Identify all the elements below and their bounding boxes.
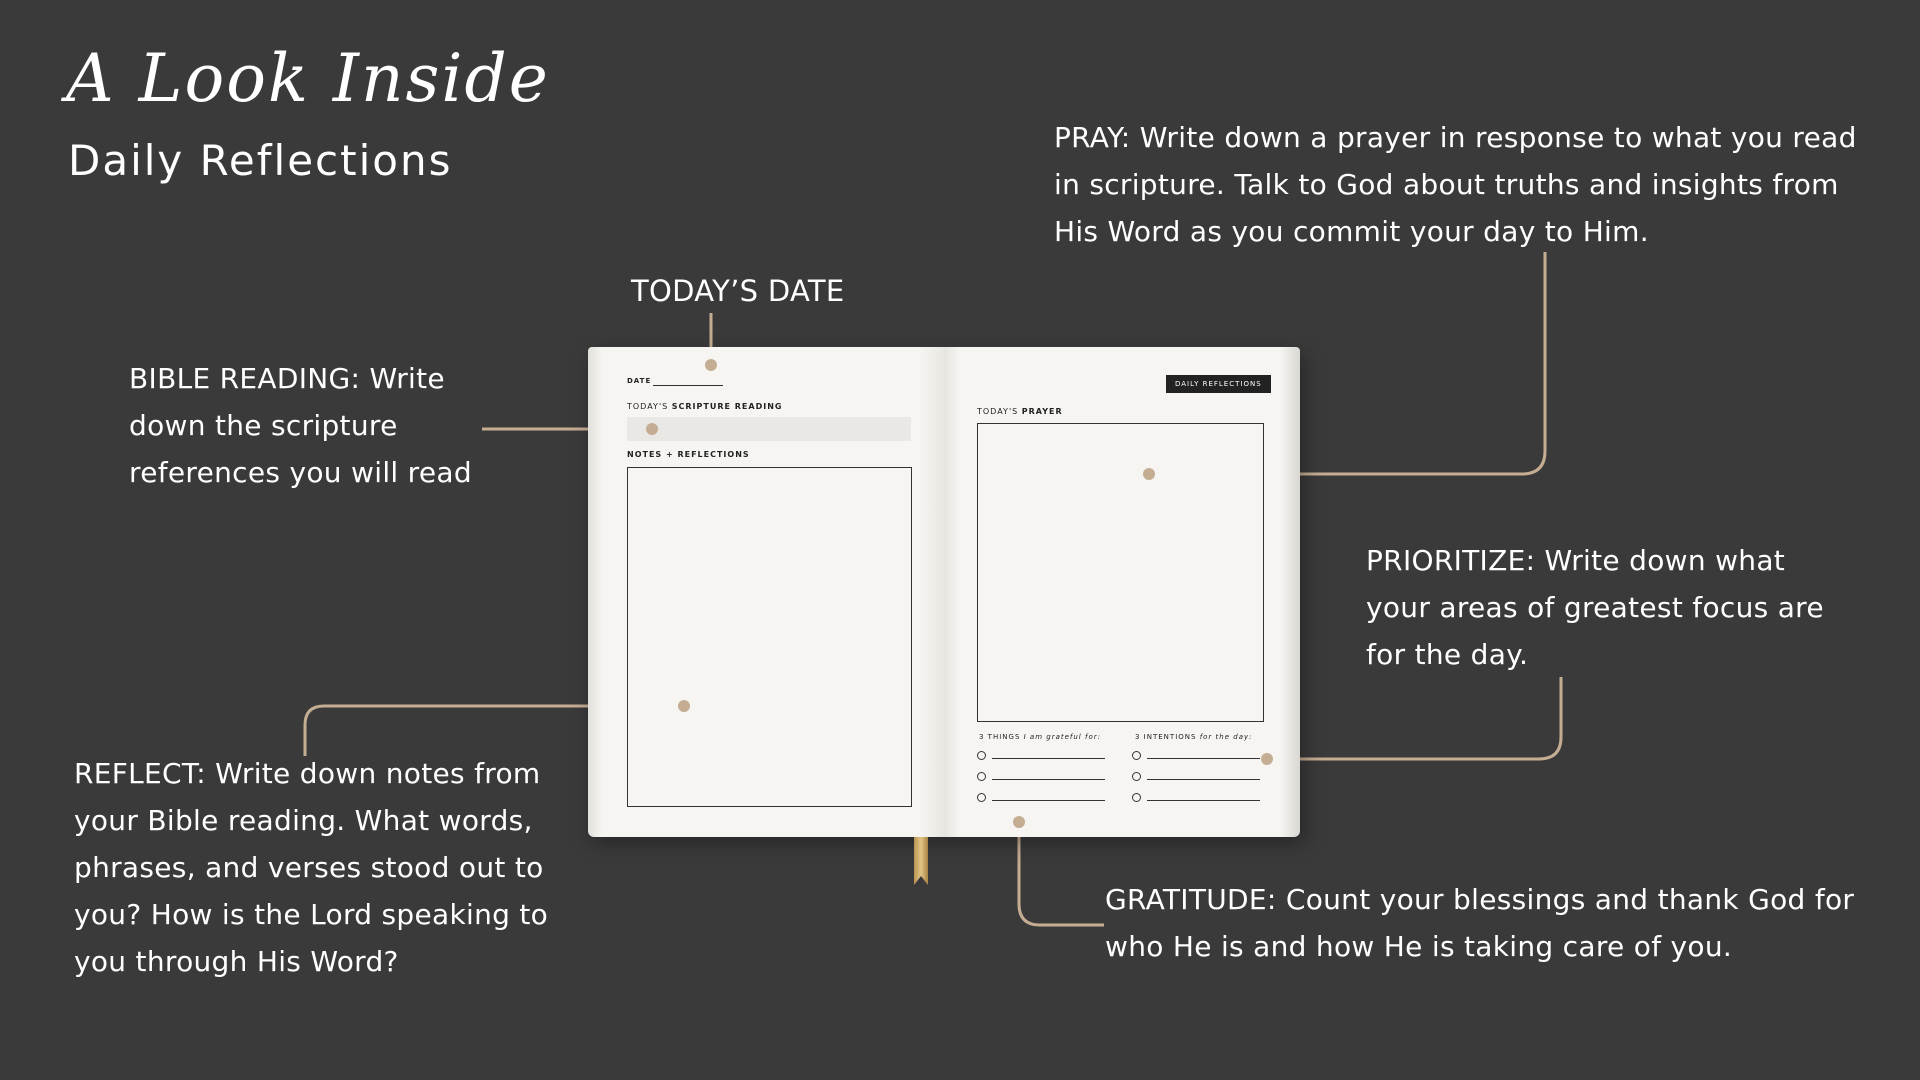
intention-line-2[interactable] bbox=[1147, 779, 1260, 780]
intention-line-3[interactable] bbox=[1147, 800, 1260, 801]
date-line bbox=[653, 385, 723, 386]
journal-book bbox=[588, 347, 1300, 837]
prayer-box[interactable] bbox=[977, 423, 1264, 722]
left-page bbox=[588, 347, 944, 837]
page-subtitle: Daily Reflections bbox=[68, 136, 453, 185]
prioritize-connector bbox=[1267, 677, 1561, 759]
callout-reflect: REFLECT: Write down notes from your Bible reading. What words, phrases, and verses stood out to you? How is the Lord speaking to you through His Word? bbox=[74, 757, 549, 978]
grateful-line-2[interactable] bbox=[992, 779, 1105, 780]
page-title: A Look Inside bbox=[66, 40, 550, 117]
notes-label: NOTES + REFLECTIONS bbox=[627, 450, 750, 459]
reflect-dot bbox=[678, 700, 690, 712]
grateful-checkbox-2[interactable] bbox=[977, 772, 986, 781]
scripture-field[interactable] bbox=[627, 417, 911, 441]
grateful-label: 3 THINGS I am grateful for: bbox=[979, 733, 1101, 741]
notes-box[interactable] bbox=[627, 467, 912, 807]
intention-line-1[interactable] bbox=[1147, 758, 1260, 759]
right-page bbox=[944, 347, 1300, 837]
scripture-label: TODAY'S SCRIPTURE READING bbox=[627, 402, 783, 411]
intentions-label: 3 INTENTIONS for the day: bbox=[1135, 733, 1253, 741]
intention-checkbox-1[interactable] bbox=[1132, 751, 1141, 760]
callout-pray: PRAY: Write down a prayer in response to what you read in scripture. Talk to God about truths and insights from His Word as you commit your day to Him. bbox=[1054, 121, 1857, 248]
gratitude-dot bbox=[1013, 816, 1025, 828]
daily-reflections-badge: DAILY REFLECTIONS bbox=[1166, 375, 1271, 393]
prayer-label: TODAY'S PRAYER bbox=[977, 407, 1063, 416]
callout-bible-reading: BIBLE READING: Write down the scripture references you will read bbox=[129, 362, 472, 489]
callout-gratitude: GRATITUDE: Count your blessings and thank God for who He is and how He is taking care of you. bbox=[1105, 883, 1855, 963]
date-dot bbox=[705, 359, 717, 371]
grateful-line-3[interactable] bbox=[992, 800, 1105, 801]
bible-dot bbox=[646, 423, 658, 435]
prioritize-dot bbox=[1261, 753, 1273, 765]
callout-prioritize: PRIORITIZE: Write down what your areas of greatest focus are for the day. bbox=[1366, 544, 1824, 671]
grateful-line-1[interactable] bbox=[992, 758, 1105, 759]
grateful-checkbox-3[interactable] bbox=[977, 793, 986, 802]
pray-dot bbox=[1143, 468, 1155, 480]
grateful-checkbox-1[interactable] bbox=[977, 751, 986, 760]
callout-date: TODAY’S DATE bbox=[631, 274, 845, 308]
intention-checkbox-3[interactable] bbox=[1132, 793, 1141, 802]
intention-checkbox-2[interactable] bbox=[1132, 772, 1141, 781]
date-label: DATE bbox=[627, 377, 652, 385]
